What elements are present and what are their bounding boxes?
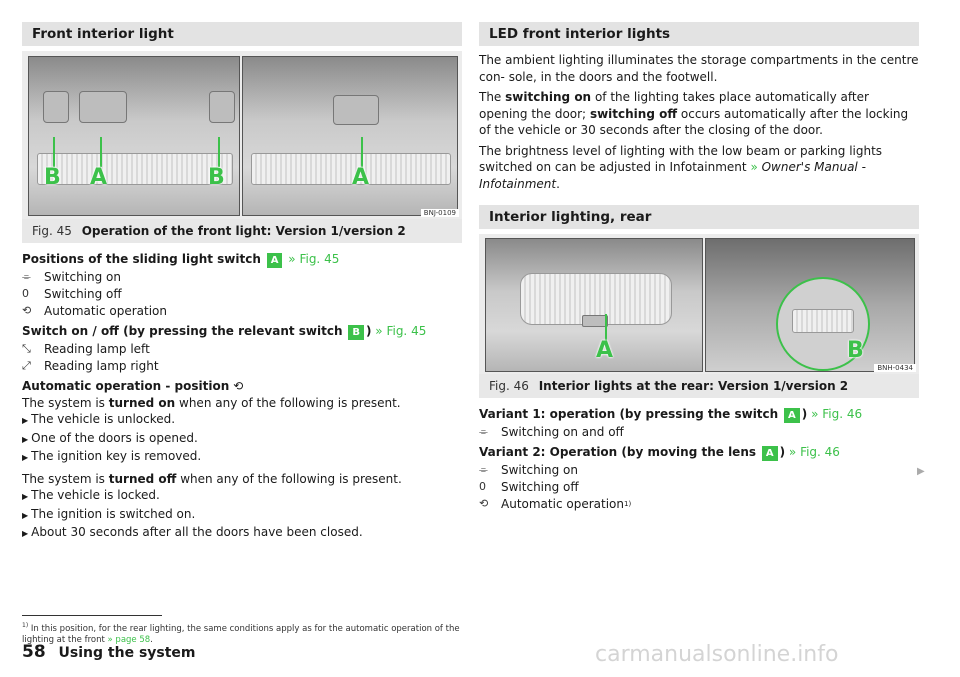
door-contact-icon: ⟲ <box>233 379 244 393</box>
bullet-triangle-icon: ▶ <box>22 434 29 444</box>
rear-lamp-lens-v2 <box>792 309 854 333</box>
turned-off-list <box>22 487 462 543</box>
figure-caption-text: Operation of the front light: Version 1/version 2 <box>81 224 406 238</box>
leader-b1 <box>53 137 55 167</box>
switch-left-lamp <box>43 91 69 123</box>
variant-1-list <box>479 423 919 440</box>
leader-a1 <box>100 137 102 167</box>
bullet-triangle-icon: ▶ <box>22 529 29 538</box>
footnote: $^{1)}$ In this position, for the rear lighting, the same conditions apply as for the automatic operation of the lighting at the front » page 58. <box>22 622 460 645</box>
turned-off-text: The system is turned off when any of the following is present. <box>22 471 402 486</box>
led-paragraph-1: The ambient lighting illuminates the storage compartments in the centre con- sole, in the doors and the footwell. <box>479 53 919 84</box>
variant-1-heading: Variant 1: operation (by pressing the switch A ) » Fig. 46 <box>479 407 863 421</box>
bullet-triangle-icon: ▶ <box>22 453 29 462</box>
callout-a-rear: A <box>596 338 614 363</box>
callout-a-right: A <box>352 165 370 190</box>
switch-heading: Switch on / off (by pressing the relevant switch B ) » Fig. 45 <box>22 324 427 338</box>
list-item: 0 Switching off <box>479 479 579 494</box>
key-b: B <box>348 325 364 340</box>
figure-code: BNH-0434 <box>874 364 916 372</box>
list-item: ▶ One of the doors is opened. <box>22 430 198 445</box>
footnote-mark: 1) <box>22 622 29 629</box>
right-column <box>479 22 919 512</box>
reading-lamp-list <box>22 340 462 374</box>
watermark: carmanualsonline.info <box>595 642 839 667</box>
light-on-icon: ⌯ <box>22 269 31 283</box>
key-a: A <box>267 253 283 268</box>
section-heading-rear-lighting: Interior lighting, rear <box>479 205 919 229</box>
led-paragraph-3: The brightness level of lighting with the low beam or parking lights switched on can be adjusted in Infotainment » Owner's Manual - Infotainment. <box>479 143 883 191</box>
leader-b2 <box>218 137 220 167</box>
sliding-positions-list <box>22 268 462 319</box>
left-column <box>22 22 462 543</box>
figure-46 <box>479 234 919 374</box>
light-off-icon: 0 <box>479 480 486 493</box>
list-item: ⟲ Automatic operation <box>22 303 167 318</box>
light-on-icon: ⌯ <box>479 462 488 476</box>
slider-switch-v2 <box>333 95 379 125</box>
fig-ref-link[interactable]: » Fig. 46 <box>788 445 840 459</box>
list-item: 0 Switching off <box>22 286 122 301</box>
led-paragraph-2: The switching on of the lighting takes place automatically after opening the door; switching off occurs automatically after the locking of the vehicle or 30 seconds after the closing of the door. <box>479 90 909 137</box>
photo-version-1 <box>28 56 240 216</box>
key-a: A <box>784 408 800 423</box>
footnote-ref[interactable]: 1) <box>623 499 632 508</box>
page-number: 58 <box>22 642 46 662</box>
figure-number: Fig. 45 <box>32 224 72 238</box>
bullet-triangle-icon: ▶ <box>22 492 29 501</box>
list-item: ▶ The ignition key is removed. <box>22 449 202 463</box>
light-on-icon: ⌯ <box>479 424 488 438</box>
reading-lamp-left-icon: ⤡ <box>22 341 31 355</box>
turned-on-list <box>22 411 462 467</box>
list-item: ▶ The ignition is switched on. <box>22 506 196 521</box>
callout-b-left: B <box>44 165 61 190</box>
list-item: ▶ The vehicle is unlocked. <box>22 412 176 426</box>
figure-caption <box>479 374 919 398</box>
photo-rear-version-1 <box>485 238 703 372</box>
list-item: ▶ About 30 seconds after all the doors have been closed. <box>22 525 363 539</box>
fig-ref-link[interactable]: » Fig. 45 <box>288 252 340 266</box>
section-heading-front-interior-light: Front interior light <box>22 22 462 46</box>
auto-op-heading: Automatic operation - position ⟲ <box>22 379 244 393</box>
list-item: ⤡ Reading lamp left <box>22 341 150 356</box>
list-item: ⌯ Switching on <box>479 462 578 477</box>
list-item: ▶ The vehicle is locked. <box>22 488 160 502</box>
lamp-lens <box>37 153 233 185</box>
reading-lamp-right-icon: ⤢ <box>22 358 31 372</box>
door-contact-icon: ⟲ <box>22 304 32 317</box>
section-heading-led-lights: LED front interior lights <box>479 22 919 46</box>
fig-ref-link[interactable]: » Fig. 46 <box>811 407 863 421</box>
variant-2-heading: Variant 2: Operation (by moving the lens A ) » Fig. 46 <box>479 445 840 459</box>
leader-a2 <box>361 137 363 167</box>
turned-on-text: The system is turned on when any of the following is present. <box>22 395 401 410</box>
photo-rear-version-2 <box>705 238 915 372</box>
figure-caption <box>22 219 462 243</box>
continue-arrow-icon: ▶ <box>917 466 925 477</box>
figure-caption-text: Interior lights at the rear: Version 1/version 2 <box>538 379 849 393</box>
key-a: A <box>762 446 778 461</box>
list-item: ⟲ Automatic operation 1) <box>479 496 632 511</box>
slider-switch <box>79 91 127 123</box>
fig-ref-link[interactable]: » Fig. 45 <box>375 324 427 338</box>
list-item: ⤢ Reading lamp right <box>22 358 159 373</box>
photo-version-2 <box>242 56 458 216</box>
light-off-icon: 0 <box>22 287 29 300</box>
variant-2-list <box>479 461 919 512</box>
callout-a-left: A <box>90 165 108 190</box>
page-footer <box>22 642 196 662</box>
footnote-divider <box>22 615 162 616</box>
bullet-triangle-icon: ▶ <box>22 416 29 425</box>
list-item: ⌯ Switching on <box>22 269 121 284</box>
figure-45 <box>22 51 462 219</box>
lamp-lens-v2 <box>251 153 451 185</box>
section-name: Using the system <box>58 645 196 661</box>
page-ref-link[interactable]: » page 58 <box>107 634 151 645</box>
manual-ref-link[interactable]: » <box>750 160 758 174</box>
bullet-triangle-icon: ▶ <box>22 510 29 520</box>
door-contact-icon: ⟲ <box>479 497 489 510</box>
callout-b-right: B <box>208 165 225 190</box>
figure-code: BNJ-0109 <box>421 209 459 217</box>
switch-right-lamp <box>209 91 235 123</box>
list-item: ⌯ Switching on and off <box>479 424 624 439</box>
figure-number: Fig. 46 <box>489 379 529 393</box>
sliding-switch-heading: Positions of the sliding light switch A » Fig. 45 <box>22 252 340 266</box>
callout-b-rear: B <box>847 338 864 363</box>
